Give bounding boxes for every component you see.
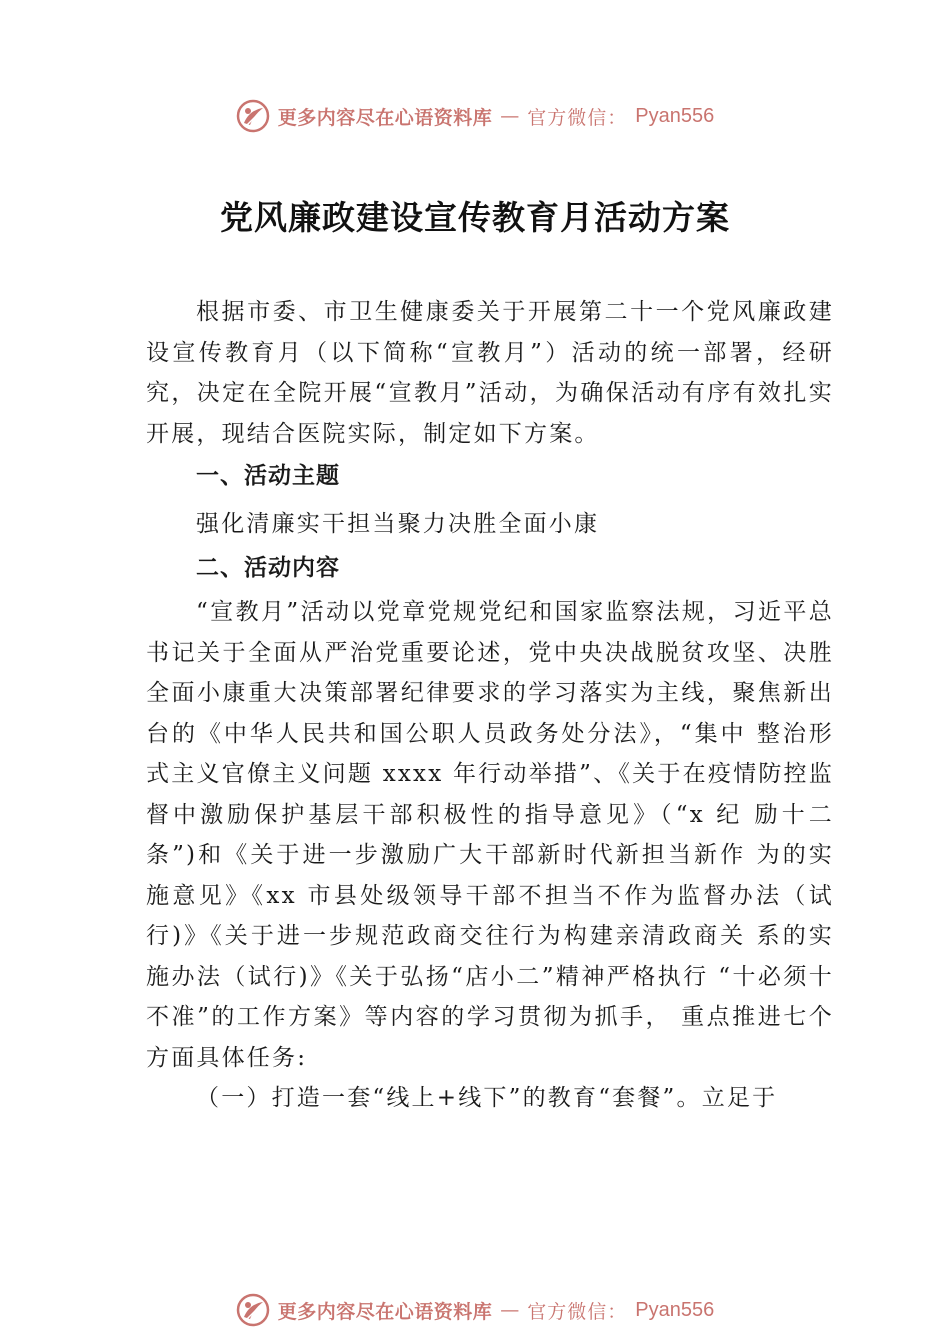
- header-watermark: [0, 96, 950, 136]
- section-heading-content: 二、活动内容: [196, 555, 340, 581]
- subsection-paragraph: （一）打造一套“线上+线下”的教育“套餐”。立足于: [196, 1085, 778, 1111]
- theme-text: 强化清廉实干担当聚力决胜全面小康: [196, 511, 600, 537]
- watermark-wechat-label: 官方微信：: [527, 106, 628, 129]
- watermark-wechat-label: 官方微信：: [527, 1300, 628, 1323]
- intro-paragraph: 根据市委、市卫生健康委关于开展第二十一个党风廉政建设宣传教育月（以下简称“宣教月”）活动的统一部署，经研究，决定在全院开展“宣教月”活动，为确保活动有序有效扎实开展，现结合医院实际，制定如下方案。: [146, 299, 834, 447]
- logo-icon: [236, 99, 270, 133]
- content-paragraph: “宣教月”活动以党章党规党纪和国家监察法规，习近平总书记关于全面从严治党重要论述，党中央决战脱贫攻坚、决胜全面小康重大决策部署纪律要求的学习落实为主线，聚焦新出台的《中华人民共和国公职人员政务处分法》，“集中 整治形式主义官僚主义问题 xxxx 年行动举措”、《关于在疫情防控监督中激励保护基层干部积极性的指导意见》（“x 纪 励十二条”)和《关于进一步激励广大干部新时代新担当新作 为的实施意见》《xx 市县处级领导干部不担当不作为监督办法（试行)》《关于进一步规范政商交往行为构建亲清政商关 系的实施办法（试行)》《关于弘扬“店小二”精神严格执行 “十必须十不准”的工作方案》等内容的学习贯彻为抓手， 重点推进七个方面具体任务:: [146, 599, 834, 1071]
- watermark-text: 更多内容尽在心语资料库: [277, 106, 493, 129]
- footer-watermark: [0, 1290, 950, 1330]
- watermark-wechat-id: Pyan556: [635, 104, 715, 127]
- document-body: [146, 292, 834, 1119]
- watermark-dash: —: [500, 105, 520, 127]
- watermark-dash: —: [500, 1299, 520, 1321]
- logo-icon: [236, 1293, 270, 1327]
- section-heading-theme: 一、活动主题: [196, 463, 340, 489]
- watermark-wechat-id: Pyan556: [635, 1298, 715, 1321]
- watermark-text: 更多内容尽在心语资料库: [277, 1300, 493, 1323]
- document-title: 党风廉政建设宣传教育月活动方案: [220, 198, 730, 237]
